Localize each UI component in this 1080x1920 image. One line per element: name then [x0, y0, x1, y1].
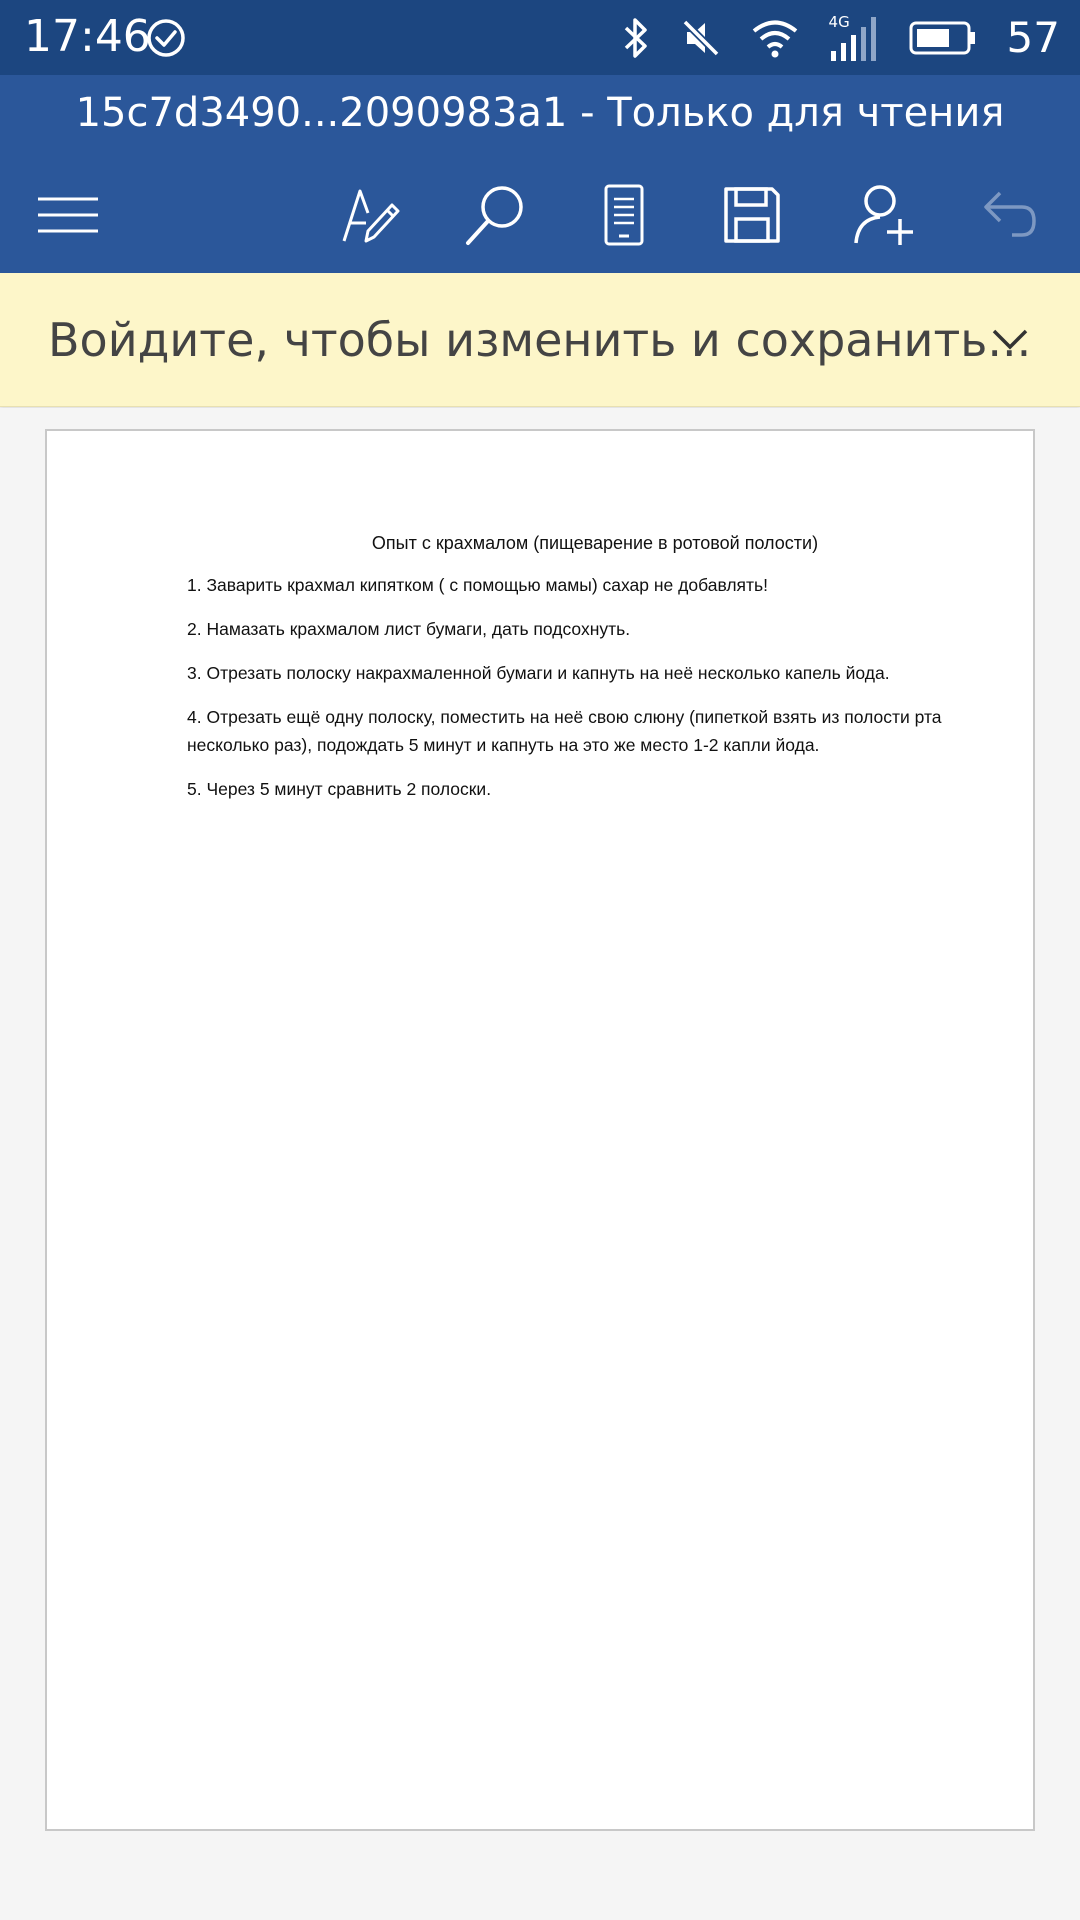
document-scroll-area[interactable] [0, 408, 1080, 1920]
search-button[interactable] [448, 167, 544, 263]
document-list [187, 571, 947, 819]
battery-icon [909, 20, 977, 56]
status-time: 17:46 [24, 11, 151, 62]
share-button[interactable] [836, 167, 932, 263]
battery-percent: 57 [1006, 13, 1060, 62]
app-bar [0, 75, 1080, 273]
expand-banner-button[interactable] [980, 309, 1040, 369]
list-item: 5. Через 5 минут сравнить 2 полоски. [187, 779, 492, 799]
list-item: 1. Заварить крахмал кипятком ( с помощью мамы) сахар не добавлять! [187, 575, 769, 595]
signal-icon [829, 13, 879, 63]
save-icon [722, 185, 782, 245]
document-heading: Опыт с крахмалом (пищеварение в ротовой полости) [371, 533, 819, 553]
mute-icon [681, 18, 721, 58]
list-item: 2. Намазать крахмалом лист бумаги, дать подсохнуть. [187, 619, 631, 639]
check-circle-icon [146, 18, 186, 58]
signin-banner-text[interactable]: Войдите, чтобы изменить и сохранить... [48, 313, 1032, 367]
mobile-view-icon [602, 183, 646, 247]
mobile-view-button[interactable] [576, 167, 672, 263]
wifi-icon [751, 18, 799, 58]
undo-button[interactable] [962, 167, 1058, 263]
signal-indicator [829, 13, 879, 63]
status-bar [0, 0, 1080, 75]
undo-icon [982, 187, 1038, 243]
status-icons [621, 0, 1060, 75]
signin-banner[interactable] [0, 273, 1080, 407]
search-icon [464, 183, 528, 247]
document-page[interactable] [45, 429, 1035, 1831]
network-type-label: 4G [828, 12, 850, 31]
menu-icon [36, 195, 100, 235]
document-title: 15c7d3490...2090983a1 - Только для чтения [75, 90, 1005, 136]
share-icon [852, 183, 916, 247]
bluetooth-icon [621, 16, 651, 60]
list-item: 3. Отрезать полоску накрахмаленной бумаги и капнуть на неё несколько капель йода. [187, 663, 890, 683]
edit-icon [338, 183, 402, 247]
save-button[interactable] [704, 167, 800, 263]
chevron-down-icon [990, 327, 1030, 351]
list-item: 4. Отрезать ещё одну полоску, поместить на неё свою слюну (пипеткой взять из полости рта несколько раз), подождать 5 минут и капнуть на это же место 1-2 капли йода. [187, 707, 942, 755]
menu-button[interactable] [20, 167, 116, 263]
edit-button[interactable] [322, 167, 418, 263]
